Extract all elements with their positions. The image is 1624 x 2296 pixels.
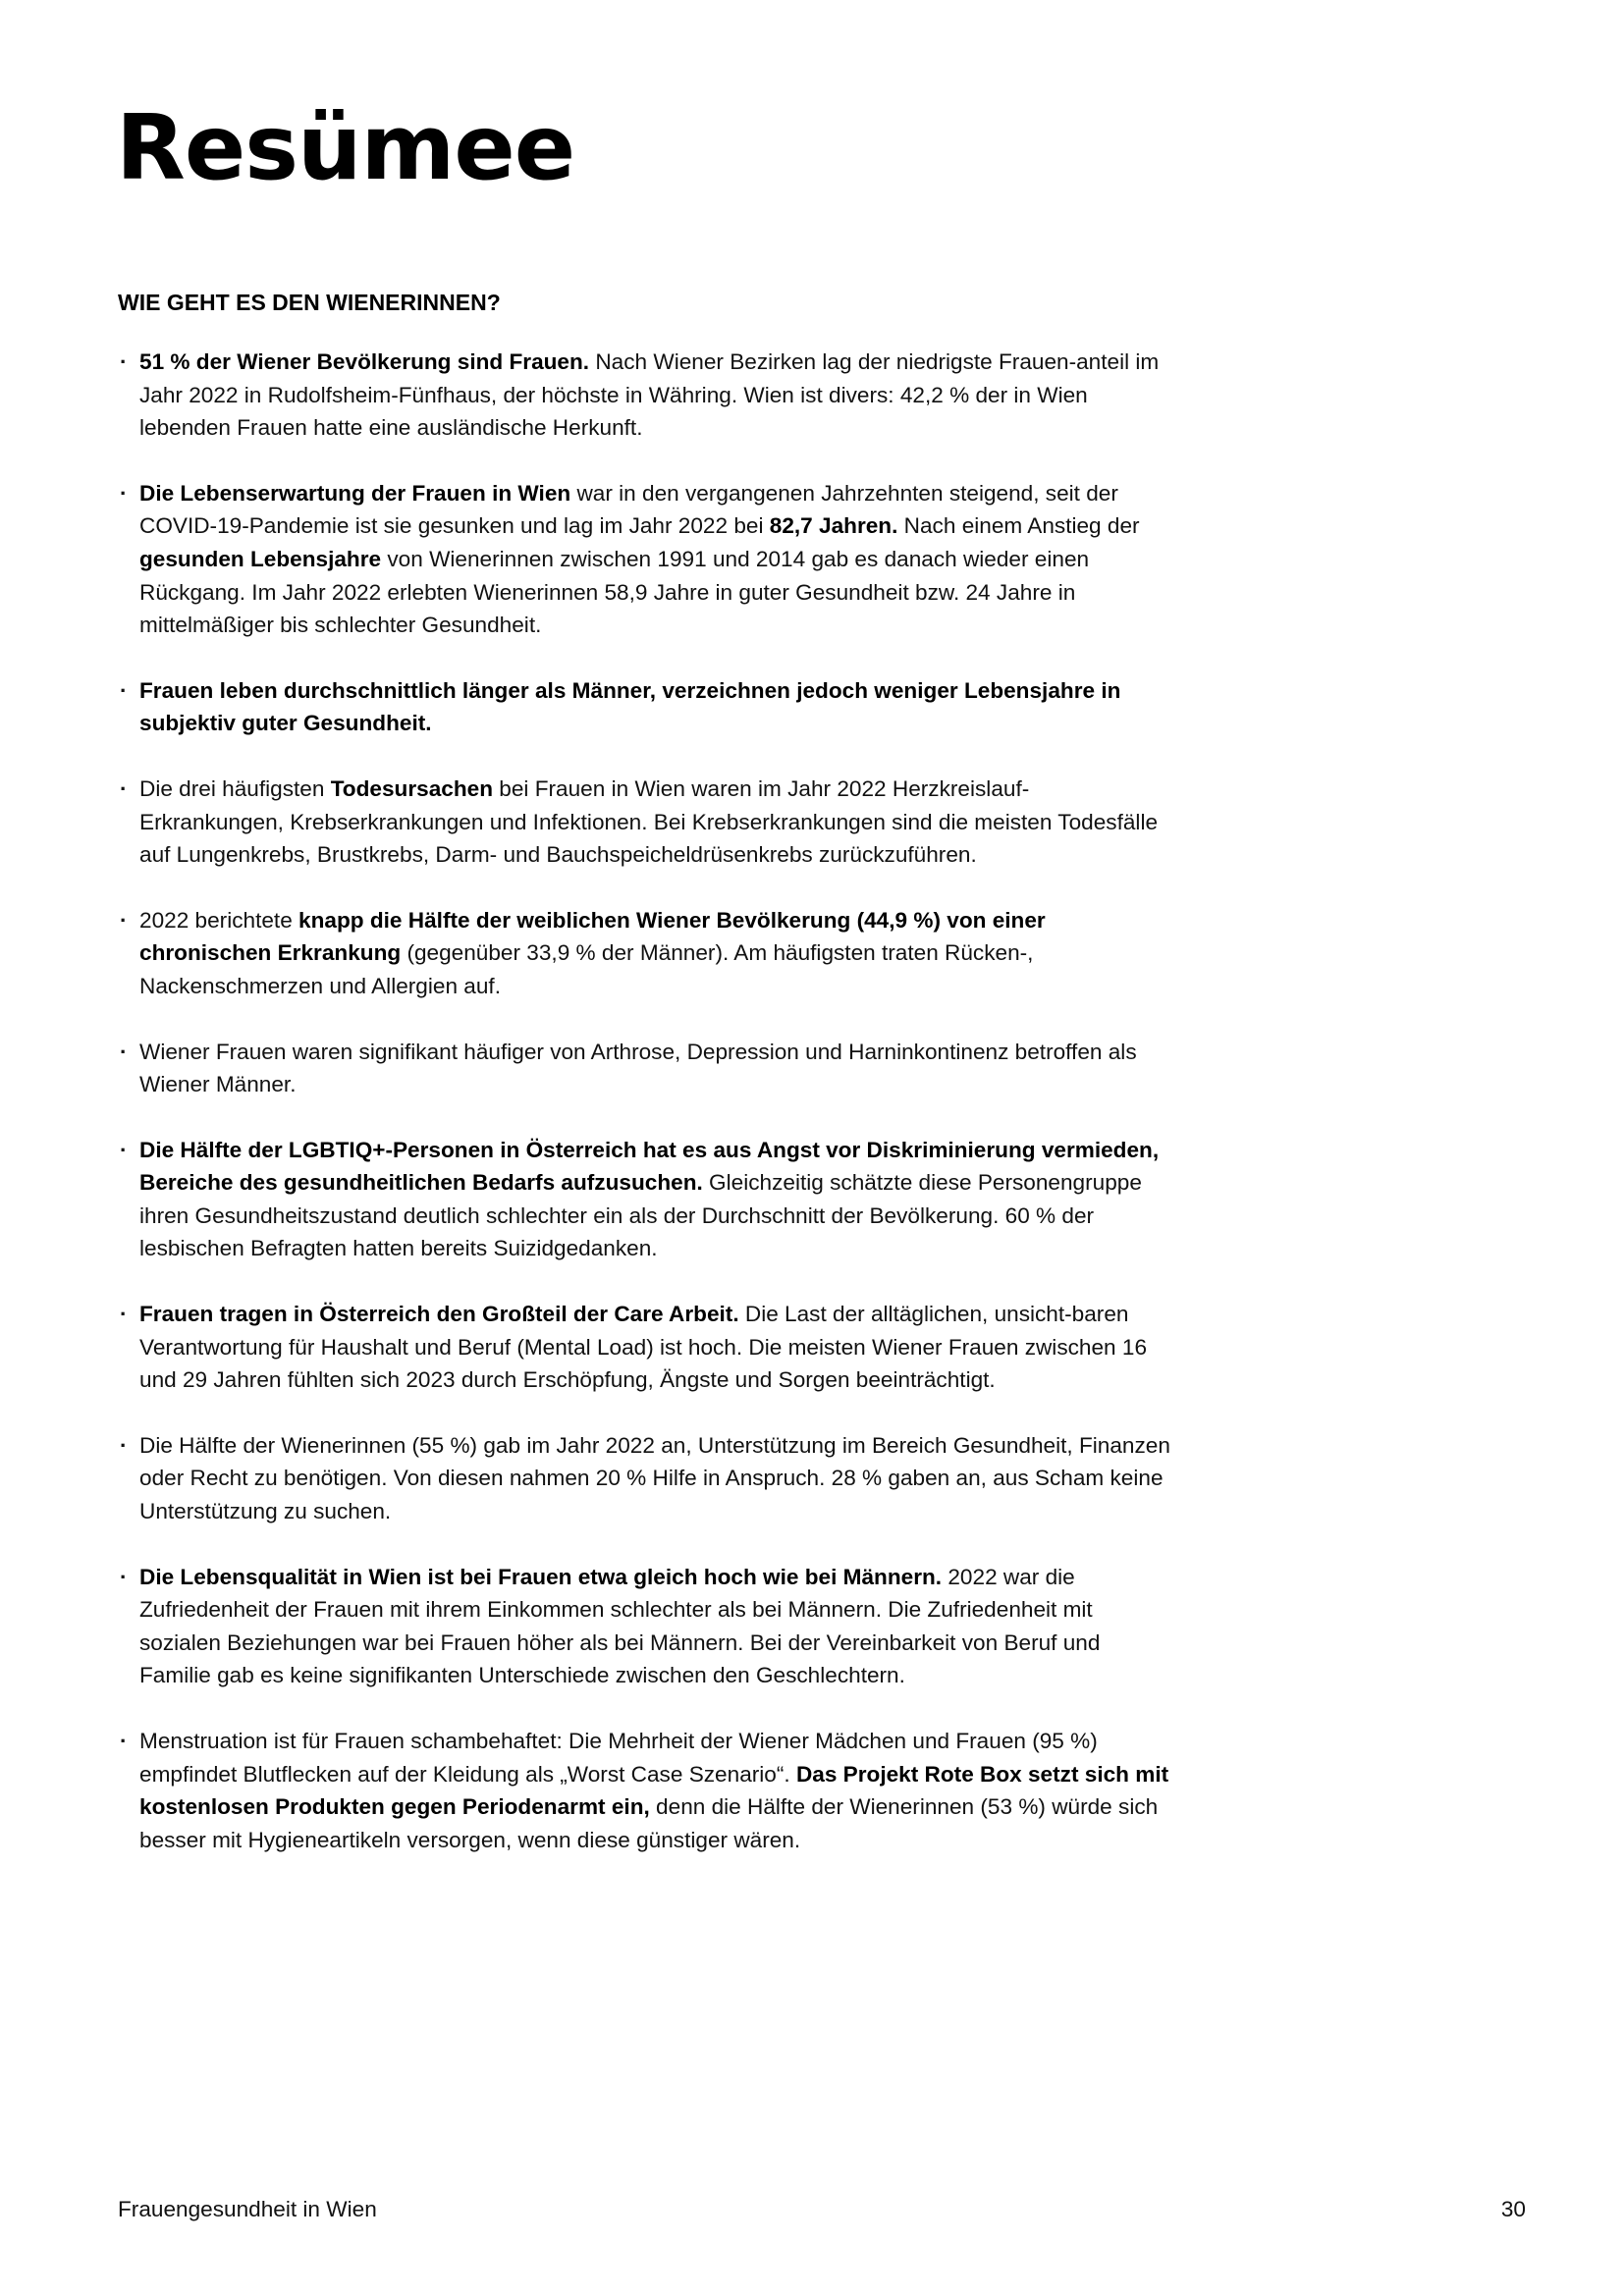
- bullet-dot-icon: ·: [120, 1302, 128, 1327]
- bullet-text-part: Menstruation ist für Frauen schambehaftet: Die Mehrheit der Wiener Mädchen und Frauen (95 %) empfindet Blutflecken auf der Kleidung als „Worst Case Szenario“.: [139, 1729, 1098, 1787]
- bullet-item: [118, 477, 1173, 642]
- bullet-text-part: denn die Hälfte der Wienerinnen (53 %) würde sich besser mit Hygieneartikeln versorgen, wenn diese günstiger wären.: [139, 1794, 1159, 1852]
- bullet-item: [118, 1725, 1173, 1856]
- bullet-dot-icon: ·: [120, 907, 128, 933]
- bullet-dot-icon: ·: [120, 349, 128, 374]
- bullet-text-part: war in den vergangenen Jahrzehnten steigend, seit der COVID-19-Pandemie ist sie gesunken und lag im Jahr 2022 bei: [139, 480, 1118, 539]
- page-number: 30: [1500, 2197, 1526, 2221]
- bullet-text: [139, 1729, 1168, 1852]
- bullet-text-part: gesunden Lebensjahre: [139, 546, 382, 571]
- bullet-text-part: knapp die Hälfte der weiblichen Wiener Bevölkerung (44,9 %) von einer chronischen Erkrankung: [139, 907, 1046, 966]
- bullet-text-part: Nach einem Anstieg der: [897, 513, 1140, 539]
- bullet-text: [139, 349, 1159, 440]
- bullet-item: [118, 1561, 1173, 1692]
- bullet-dot-icon: ·: [120, 1564, 128, 1589]
- bullet-text-part: Frauen tragen in Österreich den Großteil der Care Arbeit.: [139, 1302, 739, 1327]
- bullet-text: [139, 776, 1158, 867]
- bullet-text-part: bei Frauen in Wien waren im Jahr 2022 Herzkreislauf-Erkrankungen, Krebserkrankungen und Infektionen. Bei Krebserkrankungen sind die meisten Todesfälle auf Lungenkrebs, Brustkrebs, Darm- und Bauchspeicheldrüsenkrebs zurückzuführen.: [139, 775, 1159, 868]
- bullet-item: [118, 904, 1173, 1003]
- bullet-item: [118, 1298, 1173, 1397]
- bullet-text-part: 2022 war die Zufriedenheit der Frauen mit ihrem Einkommen schlechter als bei Männern. Die Zufriedenheit mit sozialen Beziehungen war bei Frauen höher als bei Männern. Bei der Vereinbarkeit von Beruf und Familie gab es keine signifikanten Unterschiede zwischen den Geschlechtern.: [139, 1564, 1101, 1688]
- bullet-dot-icon: ·: [120, 1137, 128, 1162]
- bullet-text-part: Die Lebensqualität in Wien ist bei Frauen etwa gleich hoch wie bei Männern.: [139, 1564, 943, 1589]
- bullet-text-part: Die Hälfte der Wienerinnen (55 %) gab im Jahr 2022 an, Unterstützung im Bereich Gesundheit, Finanzen oder Recht zu benötigen. Von diesen nahmen 20 % Hilfe in Anspruch. 28 % gaben an, aus Scham keine Unterstützung zu suchen.: [139, 1432, 1170, 1524]
- summary-bullet-list: [118, 346, 1173, 1889]
- bullet-text-part: Wiener Frauen waren signifikant häufiger von Arthrose, Depression und Harninkontinenz betroffen als Wiener Männer.: [139, 1039, 1137, 1097]
- bullet-dot-icon: ·: [120, 1039, 128, 1064]
- bullet-text-part: Todesursachen: [330, 775, 494, 801]
- bullet-text: [139, 1040, 1137, 1097]
- bullet-dot-icon: ·: [120, 480, 128, 506]
- bullet-item: [118, 674, 1173, 740]
- bullet-text-part: Nach Wiener Bezirken lag der niedrigste Frauen-anteil im Jahr 2022 in Rudolfsheim-Fünfhaus, der höchste in Währing. Wien ist divers: 42,2 % der in Wien lebenden Frauen hatte eine ausländische Herkunft.: [139, 349, 1160, 441]
- bullet-text-part: von Wienerinnen zwischen 1991 und 2014 gab es danach wieder einen Rückgang. Im Jahr 2022 erlebten Wienerinnen 58,9 Jahre in guter Gesundheit bzw. 24 Jahre in mittelmäßiger bis schlechter Gesundheit.: [139, 546, 1090, 638]
- bullet-item: [118, 346, 1173, 445]
- bullet-text: [139, 1138, 1159, 1261]
- bullet-text: [139, 1302, 1147, 1392]
- bullet-text-part: Die Lebenserwartung der Frauen in Wien: [139, 480, 571, 506]
- bullet-dot-icon: ·: [120, 775, 128, 801]
- bullet-text-part: Die Last der alltäglichen, unsicht-baren Verantwortung für Haushalt und Beruf (Mental Load) ist hoch. Die meisten Wiener Frauen zwischen 16 und 29 Jahren fühlten sich 2023 durch Erschöpfung, Ängste und Sorgen beeinträchtigt.: [139, 1302, 1148, 1393]
- bullet-text: [139, 678, 1120, 736]
- bullet-text: [139, 1565, 1100, 1688]
- bullet-item: [118, 773, 1173, 872]
- bullet-item: [118, 1036, 1173, 1101]
- bullet-text-part: (gegenüber 33,9 % der Männer). Am häufigsten traten Rücken-, Nackenschmerzen und Allergien auf.: [139, 940, 1034, 998]
- bullet-text-part: 82,7 Jahren.: [769, 513, 898, 539]
- bullet-text-part: Die Hälfte der LGBTIQ+-Personen in Österreich hat es aus Angst vor Diskriminierung vermieden, Bereiche des gesundheitlichen Bedarfs aufzusuchen.: [139, 1137, 1160, 1196]
- bullet-item: [118, 1134, 1173, 1265]
- bullet-item: [118, 1429, 1173, 1528]
- bullet-dot-icon: ·: [120, 1729, 128, 1753]
- bullet-text-part: Frauen leben durchschnittlich länger als Männer, verzeichnen jedoch weniger Lebensjahre in subjektiv guter Gesundheit.: [139, 677, 1121, 736]
- bullet-text: [139, 1433, 1170, 1523]
- bullet-text-part: 51 % der Wiener Bevölkerung sind Frauen.: [139, 349, 590, 374]
- bullet-text-part: Die drei häufigsten: [139, 775, 331, 801]
- bullet-text-part: Das Projekt Rote Box setzt sich mit kostenlosen Produkten gegen Periodenarmt ein,: [139, 1761, 1169, 1820]
- bullet-text-part: Gleichzeitig schätzte diese Personengruppe ihren Gesundheitszustand deutlich schlechter ein als der Durchschnitt der Bevölkerung. 60 % der lesbischen Befragten hatten bereits Suizidgedanken.: [139, 1170, 1142, 1261]
- bullet-dot-icon: ·: [120, 1432, 128, 1458]
- bullet-text: [139, 908, 1046, 998]
- footer-title: Frauengesundheit in Wien: [118, 2197, 377, 2221]
- page-title: Resümee: [116, 95, 575, 200]
- bullet-text-part: 2022 berichtete: [139, 907, 299, 933]
- bullet-dot-icon: ·: [120, 677, 128, 703]
- bullet-text: [139, 481, 1140, 637]
- section-heading: WIE GEHT ES DEN WIENERINNEN?: [118, 290, 501, 315]
